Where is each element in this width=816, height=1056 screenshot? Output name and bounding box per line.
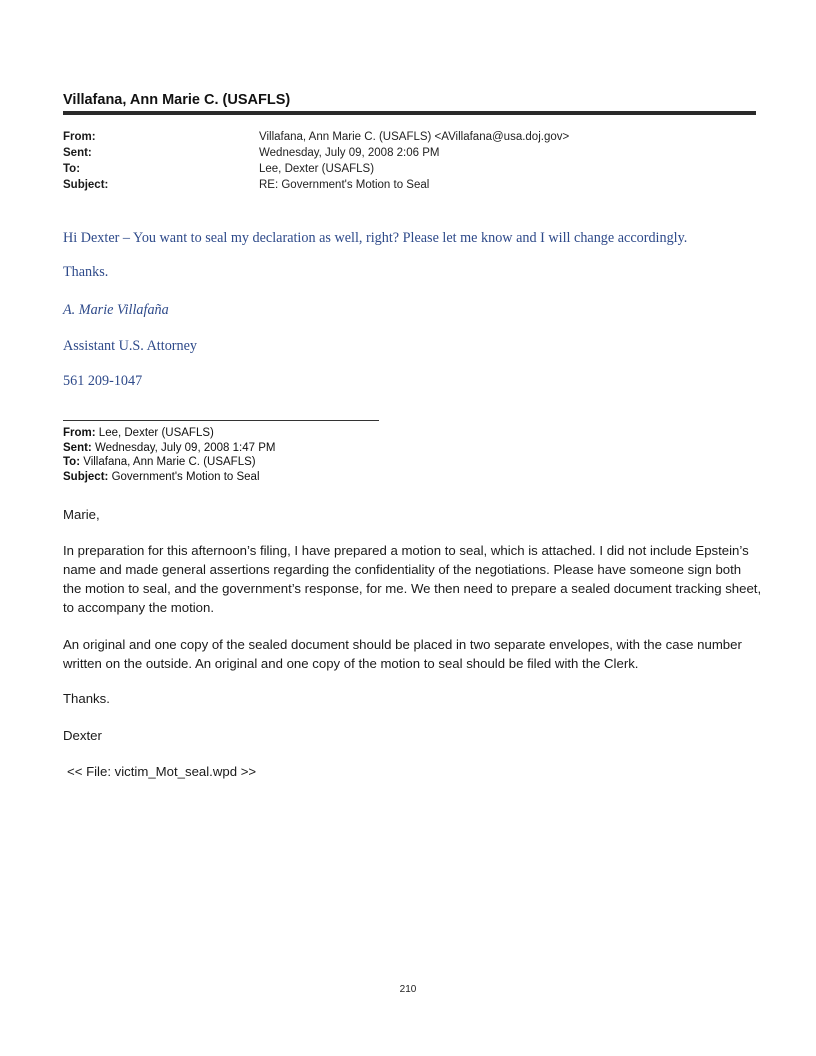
fwd-subject-value: Government's Motion to Seal xyxy=(111,470,260,483)
fwd-from-row xyxy=(63,426,275,441)
fwd-sent-label: Sent: xyxy=(63,441,92,454)
header-sent-value: Wednesday, July 09, 2008 2:06 PM xyxy=(259,147,440,159)
signature-phone: 561 209-1047 xyxy=(63,373,143,389)
signature-title: Assistant U.S. Attorney xyxy=(63,338,197,354)
fwd-sent-value: Wednesday, July 09, 2008 1:47 PM xyxy=(94,441,276,454)
fwd-from-label: From: xyxy=(63,427,96,439)
header-to-row xyxy=(63,161,569,177)
original-greeting: Marie, xyxy=(63,507,100,522)
fwd-to-value: Villafana, Ann Marie C. (USAFLS) xyxy=(83,456,256,468)
header-to-label: To: xyxy=(63,163,81,175)
page-number: 210 xyxy=(399,984,417,995)
fwd-from-value: Lee, Dexter (USAFLS) xyxy=(98,427,214,439)
header-sent-row xyxy=(63,145,569,161)
attachment-reference[interactable]: << File: victim_Mot_seal.wpd >> xyxy=(67,764,257,779)
signature-name: A. Marie Villafaña xyxy=(63,302,169,318)
original-thanks: Thanks. xyxy=(63,691,110,706)
header-from-value: Villafana, Ann Marie C. (USAFLS) <AVillafana@usa.doj.gov> xyxy=(259,131,570,143)
fwd-subject-row xyxy=(63,470,275,485)
fwd-sent-row xyxy=(63,441,275,456)
title-rule xyxy=(63,111,756,115)
fwd-subject-label: Subject: xyxy=(63,470,109,483)
header-from-row xyxy=(63,129,569,145)
page-title: Villafana, Ann Marie C. (USAFLS) xyxy=(63,92,291,108)
quote-divider xyxy=(63,420,379,421)
forwarded-header xyxy=(63,426,275,484)
original-signoff: Dexter xyxy=(63,728,102,743)
header-subject-label: Subject: xyxy=(63,179,109,191)
header-subject-row xyxy=(63,177,569,193)
header-subject-value: RE: Government's Motion to Seal xyxy=(259,179,430,191)
reply-thanks: Thanks. xyxy=(63,264,109,280)
original-paragraph-2: An original and one copy of the sealed document should be placed in two separate envelopes, with the case number written on the outside. An original and one copy of the motion to seal should be filed with the Clerk. xyxy=(63,637,742,671)
original-paragraph-1: In preparation for this afternoon’s filing, I have prepared a motion to seal, which is attached. I did not include Epstein’s name and made general assertions regarding the confidentiality of the negotiations. Please have someone sign both the motion to seal, and the government’s response, for me. We then need to prepare a sealed document tracking sheet, to accompany the motion. xyxy=(63,543,762,615)
email-header xyxy=(63,129,569,193)
reply-message: Hi Dexter – You want to seal my declaration as well, right? Please let me know and I will change accordingly. xyxy=(63,230,688,246)
header-sent-label: Sent: xyxy=(63,147,92,159)
header-to-value: Lee, Dexter (USAFLS) xyxy=(259,163,375,175)
header-from-label: From: xyxy=(63,131,96,143)
fwd-to-label: To: xyxy=(63,456,81,468)
fwd-to-row xyxy=(63,455,275,470)
